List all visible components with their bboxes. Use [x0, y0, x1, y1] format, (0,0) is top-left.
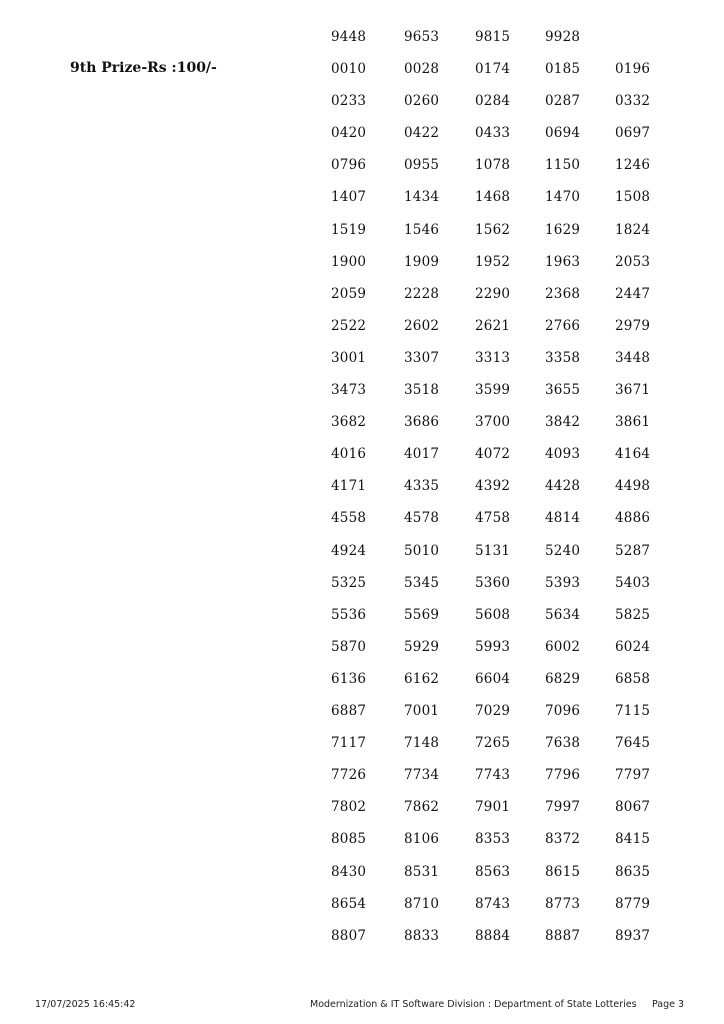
ticket-number: 2621 [475, 317, 511, 334]
ticket-number: 2228 [404, 285, 440, 302]
ticket-number: 4498 [615, 478, 651, 495]
ticket-number: 7001 [404, 703, 440, 719]
ticket-number: 1900 [331, 253, 367, 270]
ticket-number: 0955 [404, 157, 440, 174]
ticket-number: 1519 [331, 221, 367, 238]
ticket-number: 6136 [331, 670, 367, 687]
ticket-number: 8937 [615, 927, 651, 944]
ticket-number: 2368 [545, 285, 581, 302]
ticket-number: 8773 [545, 895, 581, 912]
ticket-number: 7638 [545, 735, 581, 752]
ticket-number: 5345 [404, 574, 440, 591]
ticket-number: 8615 [545, 863, 581, 880]
ticket-number: 5929 [404, 638, 440, 655]
ticket-number: 9928 [545, 29, 581, 45]
ticket-number: 8353 [475, 831, 511, 848]
ticket-number: 7802 [331, 799, 367, 816]
ticket-number: 0260 [404, 93, 440, 110]
ticket-number: 0185 [545, 61, 581, 77]
ticket-number: 5325 [331, 574, 367, 591]
ticket-number: 3001 [331, 349, 367, 366]
ticket-number: 4886 [615, 510, 651, 527]
ticket-number: 8710 [404, 895, 440, 912]
ticket-number: 8635 [615, 863, 651, 880]
ticket-number: 7726 [331, 767, 367, 784]
ticket-number: 7096 [545, 703, 581, 719]
ticket-number: 1546 [404, 221, 440, 238]
ticket-number: 3842 [545, 414, 581, 431]
ticket-number: 5825 [615, 606, 651, 623]
ticket-number: 6858 [615, 670, 651, 687]
ticket-number: 5870 [331, 638, 367, 655]
ticket-number: 6604 [475, 670, 511, 687]
ticket-number: 1078 [475, 157, 511, 174]
ticket-number: 3473 [331, 382, 367, 398]
ticket-number: 1246 [615, 157, 651, 174]
ticket-number: 7997 [545, 799, 581, 816]
ticket-number: 7796 [545, 767, 581, 784]
ticket-number: 5287 [615, 542, 651, 559]
ticket-number: 4164 [615, 446, 651, 463]
ticket-number: 5131 [475, 542, 511, 559]
ticket-number: 6829 [545, 670, 581, 687]
ticket-number: 1407 [331, 189, 367, 206]
ticket-number: 0694 [545, 125, 581, 142]
ticket-number: 7862 [404, 799, 440, 816]
ticket-number: 0233 [331, 93, 367, 110]
ticket-number: 8833 [404, 927, 440, 944]
ticket-number: 3700 [475, 414, 511, 431]
ticket-number: 4072 [475, 446, 511, 463]
ticket-number: 4093 [545, 446, 581, 463]
ticket-number: 5403 [615, 574, 651, 591]
ticket-number: 3861 [615, 414, 651, 431]
ticket-number: 5240 [545, 542, 581, 559]
ticket-number: 8106 [404, 831, 440, 848]
ticket-number: 0028 [404, 61, 440, 77]
ticket-number: 4335 [404, 478, 440, 495]
ticket-number: 2053 [615, 253, 651, 270]
ticket-number: 3599 [475, 382, 511, 398]
ticket-number: 4758 [475, 510, 511, 527]
ticket-number: 4558 [331, 510, 367, 527]
ticket-number: 6162 [404, 670, 440, 687]
ticket-number: 1963 [545, 253, 581, 270]
ticket-number: 0196 [615, 61, 651, 77]
ticket-number: 4428 [545, 478, 581, 495]
print-timestamp: 17/07/2025 16:45:42 [35, 999, 136, 1010]
ticket-number: 0287 [545, 93, 581, 110]
ticket-number: 7117 [331, 735, 367, 752]
ticket-number: 0433 [475, 125, 511, 142]
ticket-number: 0010 [331, 61, 367, 77]
ticket-number: 7115 [615, 703, 651, 719]
ticket-number: 8884 [475, 927, 511, 944]
ticket-number: 7734 [404, 767, 440, 784]
ticket-number: 0332 [615, 93, 651, 110]
ticket-number: 8654 [331, 895, 367, 912]
ticket-number: 5360 [475, 574, 511, 591]
ticket-number: 6887 [331, 703, 367, 719]
ticket-number: 1629 [545, 221, 581, 238]
ticket-number: 4392 [475, 478, 511, 495]
ticket-number: 2059 [331, 285, 367, 302]
ticket-number: 5993 [475, 638, 511, 655]
ticket-number: 5634 [545, 606, 581, 623]
ticket-number: 8430 [331, 863, 367, 880]
ticket-number: 8372 [545, 831, 581, 848]
ticket-number: 5608 [475, 606, 511, 623]
ticket-number: 2522 [331, 317, 367, 334]
ticket-number: 4171 [331, 478, 367, 495]
ticket-number: 3671 [615, 382, 651, 398]
ticket-number: 3518 [404, 382, 440, 398]
ticket-number: 3682 [331, 414, 367, 431]
ticket-number: 3358 [545, 349, 581, 366]
ticket-number: 5536 [331, 606, 367, 623]
ticket-number: 4578 [404, 510, 440, 527]
ticket-number: 2290 [475, 285, 511, 302]
ticket-number: 4814 [545, 510, 581, 527]
ticket-number: 1468 [475, 189, 511, 206]
ticket-number: 3307 [404, 349, 440, 366]
ticket-number: 0284 [475, 93, 511, 110]
ticket-number: 8085 [331, 831, 367, 848]
ticket-number: 0174 [475, 61, 511, 77]
ticket-number: 1434 [404, 189, 440, 206]
ticket-number: 6024 [615, 638, 651, 655]
ticket-number: 3655 [545, 382, 581, 398]
ticket-number: 5569 [404, 606, 440, 623]
ticket-number: 8563 [475, 863, 511, 880]
ticket-number: 3448 [615, 349, 651, 366]
ticket-number: 5393 [545, 574, 581, 591]
ticket-number: 7797 [615, 767, 651, 784]
ticket-number: 8415 [615, 831, 651, 848]
ticket-number: 2766 [545, 317, 581, 334]
ticket-number: 4924 [331, 542, 367, 559]
ticket-number: 1508 [615, 189, 651, 206]
ticket-number: 9448 [331, 29, 367, 45]
ticket-number: 8531 [404, 863, 440, 880]
ticket-number: 8743 [475, 895, 511, 912]
ticket-number: 0422 [404, 125, 440, 142]
ticket-number: 0697 [615, 125, 651, 142]
ticket-number: 8779 [615, 895, 651, 912]
ticket-number: 1824 [615, 221, 651, 238]
ticket-number: 7148 [404, 735, 440, 752]
ticket-number: 8807 [331, 927, 367, 944]
ticket-number: 8887 [545, 927, 581, 944]
ticket-number: 9653 [404, 29, 440, 45]
ticket-number: 8067 [615, 799, 651, 816]
ticket-number: 2979 [615, 317, 651, 334]
ticket-number: 7645 [615, 735, 651, 752]
ticket-number: 2602 [404, 317, 440, 334]
ticket-number: 2447 [615, 285, 651, 302]
ticket-number: 5010 [404, 542, 440, 559]
ticket-number: 0420 [331, 125, 367, 142]
ticket-number: 3313 [475, 349, 511, 366]
ticket-number: 9815 [475, 29, 511, 45]
ticket-number: 3686 [404, 414, 440, 431]
ticket-number: 0796 [331, 157, 367, 174]
ticket-number: 4016 [331, 446, 367, 463]
ticket-number: 1562 [475, 221, 511, 238]
ticket-number: 1470 [545, 189, 581, 206]
ticket-number: 4017 [404, 446, 440, 463]
ticket-number: 1909 [404, 253, 440, 270]
ticket-number: 7265 [475, 735, 511, 752]
ticket-number: 1150 [545, 157, 581, 174]
ticket-number: 6002 [545, 638, 581, 655]
ticket-number: 7029 [475, 703, 511, 719]
prize-label: 9th Prize-Rs :100/- [70, 60, 217, 76]
footer-department: Modernization & IT Software Division : Department of State Lotteries [310, 999, 637, 1010]
page-number: Page 3 [652, 999, 685, 1010]
ticket-number: 1952 [475, 253, 511, 270]
ticket-number: 7901 [475, 799, 511, 816]
ticket-number: 7743 [475, 767, 511, 784]
